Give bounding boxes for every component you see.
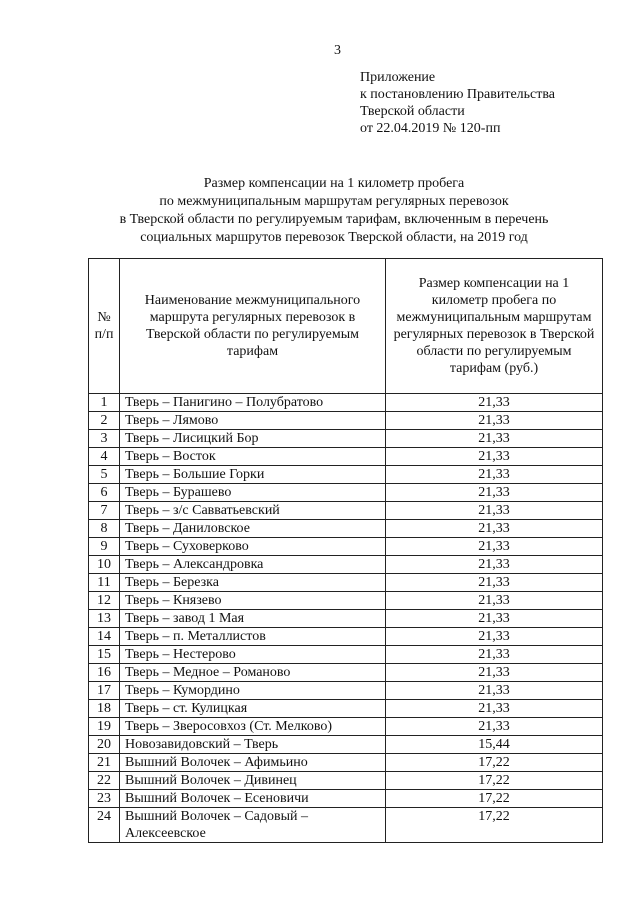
title-line: по межмуниципальным маршрутам регулярных перевозок — [159, 194, 509, 209]
table-row — [89, 502, 603, 520]
row-number: 2 — [89, 412, 120, 430]
row-number: 16 — [89, 664, 120, 682]
page-number: 3 — [334, 43, 341, 58]
table-body — [89, 394, 603, 843]
table-row — [89, 736, 603, 754]
compensation-value: 21,33 — [386, 646, 603, 664]
compensation-value: 21,33 — [386, 412, 603, 430]
table-row — [89, 448, 603, 466]
route-name: Тверь – Медное – Романово — [120, 664, 386, 682]
table-row — [89, 412, 603, 430]
table-row — [89, 628, 603, 646]
row-number: 20 — [89, 736, 120, 754]
row-number: 21 — [89, 754, 120, 772]
row-number: 7 — [89, 502, 120, 520]
route-name: Новозавидовский – Тверь — [120, 736, 386, 754]
table-row — [89, 772, 603, 790]
table-row — [89, 538, 603, 556]
compensation-value: 17,22 — [386, 772, 603, 790]
route-name: Вышний Волочек – Садовый – Алексеевское — [120, 808, 386, 843]
table-header-row — [89, 259, 603, 394]
compensation-value: 21,33 — [386, 556, 603, 574]
row-number: 3 — [89, 430, 120, 448]
route-name: Тверь – Восток — [120, 448, 386, 466]
route-name: Тверь – Панигино – Полубратово — [120, 394, 386, 412]
compensation-value: 21,33 — [386, 574, 603, 592]
row-number: 4 — [89, 448, 120, 466]
table-row — [89, 520, 603, 538]
compensation-value: 21,33 — [386, 520, 603, 538]
table-row — [89, 664, 603, 682]
table-row — [89, 682, 603, 700]
table-row — [89, 430, 603, 448]
row-number: 15 — [89, 646, 120, 664]
compensation-value: 21,33 — [386, 700, 603, 718]
row-number: 8 — [89, 520, 120, 538]
route-name: Вышний Волочек – Афимьино — [120, 754, 386, 772]
compensation-value: 21,33 — [386, 628, 603, 646]
row-number: 19 — [89, 718, 120, 736]
route-name: Тверь – Князево — [120, 592, 386, 610]
route-name: Тверь – Нестерово — [120, 646, 386, 664]
row-number: 10 — [89, 556, 120, 574]
row-number: 17 — [89, 682, 120, 700]
title-line: социальных маршрутов перевозок Тверской области, на 2019 год — [140, 230, 528, 245]
table-row — [89, 556, 603, 574]
table-row — [89, 646, 603, 664]
compensation-value: 21,33 — [386, 610, 603, 628]
row-number: 9 — [89, 538, 120, 556]
table-row — [89, 700, 603, 718]
compensation-value: 21,33 — [386, 664, 603, 682]
header-compensation: Размер компенсации на 1 километр пробега по межмуниципальным маршрутам регулярных перевозок в Тверской области по регулируемым тарифам (руб.) — [386, 259, 603, 394]
row-number: 12 — [89, 592, 120, 610]
table-row — [89, 808, 603, 843]
table-row — [89, 484, 603, 502]
compensation-value: 21,33 — [386, 718, 603, 736]
route-name: Вышний Волочек – Есеновичи — [120, 790, 386, 808]
route-name: Тверь – Березка — [120, 574, 386, 592]
title-line: в Тверской области по регулируемым тарифам, включенным в перечень — [119, 212, 549, 227]
table-row — [89, 394, 603, 412]
route-name: Тверь – завод 1 Мая — [120, 610, 386, 628]
compensation-value: 17,22 — [386, 754, 603, 772]
table-row — [89, 610, 603, 628]
title-line: Размер компенсации на 1 километр пробега — [203, 176, 465, 191]
row-number: 18 — [89, 700, 120, 718]
route-name: Тверь – Лямово — [120, 412, 386, 430]
route-name: Тверь – Александровка — [120, 556, 386, 574]
appendix-line: Тверской области — [360, 104, 465, 119]
compensation-value: 17,22 — [386, 790, 603, 808]
row-number: 6 — [89, 484, 120, 502]
appendix-line: от 22.04.2019 № 120-пп — [360, 121, 501, 136]
appendix-block — [360, 69, 555, 137]
route-name: Тверь – Зверосовхоз (Ст. Мелково) — [120, 718, 386, 736]
route-name: Вышний Волочек – Дивинец — [120, 772, 386, 790]
route-name: Тверь – Лисицкий Бор — [120, 430, 386, 448]
route-name: Тверь – з/с Савватьевский — [120, 502, 386, 520]
appendix-line: Приложение — [360, 70, 436, 85]
appendix-line: к постановлению Правительства — [360, 87, 556, 102]
compensation-value: 21,33 — [386, 430, 603, 448]
row-number: 24 — [89, 808, 120, 843]
table-row — [89, 592, 603, 610]
table-row — [89, 466, 603, 484]
compensation-value: 21,33 — [386, 466, 603, 484]
row-number: 5 — [89, 466, 120, 484]
header-route-name: Наименование межмуниципального маршрута регулярных перевозок в Тверской области по регулируемым тарифам — [120, 259, 386, 394]
compensation-value: 21,33 — [386, 448, 603, 466]
row-number: 23 — [89, 790, 120, 808]
route-name: Тверь – п. Металлистов — [120, 628, 386, 646]
compensation-value: 15,44 — [386, 736, 603, 754]
route-name: Тверь – ст. Кулицкая — [120, 700, 386, 718]
route-name: Тверь – Бурашево — [120, 484, 386, 502]
row-number: 11 — [89, 574, 120, 592]
compensation-value: 21,33 — [386, 592, 603, 610]
compensation-value: 17,22 — [386, 808, 603, 843]
document-title — [0, 175, 640, 247]
compensation-value: 21,33 — [386, 682, 603, 700]
table-row — [89, 790, 603, 808]
row-number: 14 — [89, 628, 120, 646]
compensation-value: 21,33 — [386, 484, 603, 502]
header-num: № п/п — [89, 259, 120, 394]
table-row — [89, 718, 603, 736]
route-name: Тверь – Даниловское — [120, 520, 386, 538]
row-number: 13 — [89, 610, 120, 628]
route-name: Тверь – Большие Горки — [120, 466, 386, 484]
table-row — [89, 574, 603, 592]
route-name: Тверь – Суховерково — [120, 538, 386, 556]
compensation-value: 21,33 — [386, 538, 603, 556]
row-number: 22 — [89, 772, 120, 790]
compensation-value: 21,33 — [386, 502, 603, 520]
row-number: 1 — [89, 394, 120, 412]
route-name: Тверь – Кумордино — [120, 682, 386, 700]
compensation-value: 21,33 — [386, 394, 603, 412]
table-row — [89, 754, 603, 772]
routes-table — [88, 258, 603, 843]
